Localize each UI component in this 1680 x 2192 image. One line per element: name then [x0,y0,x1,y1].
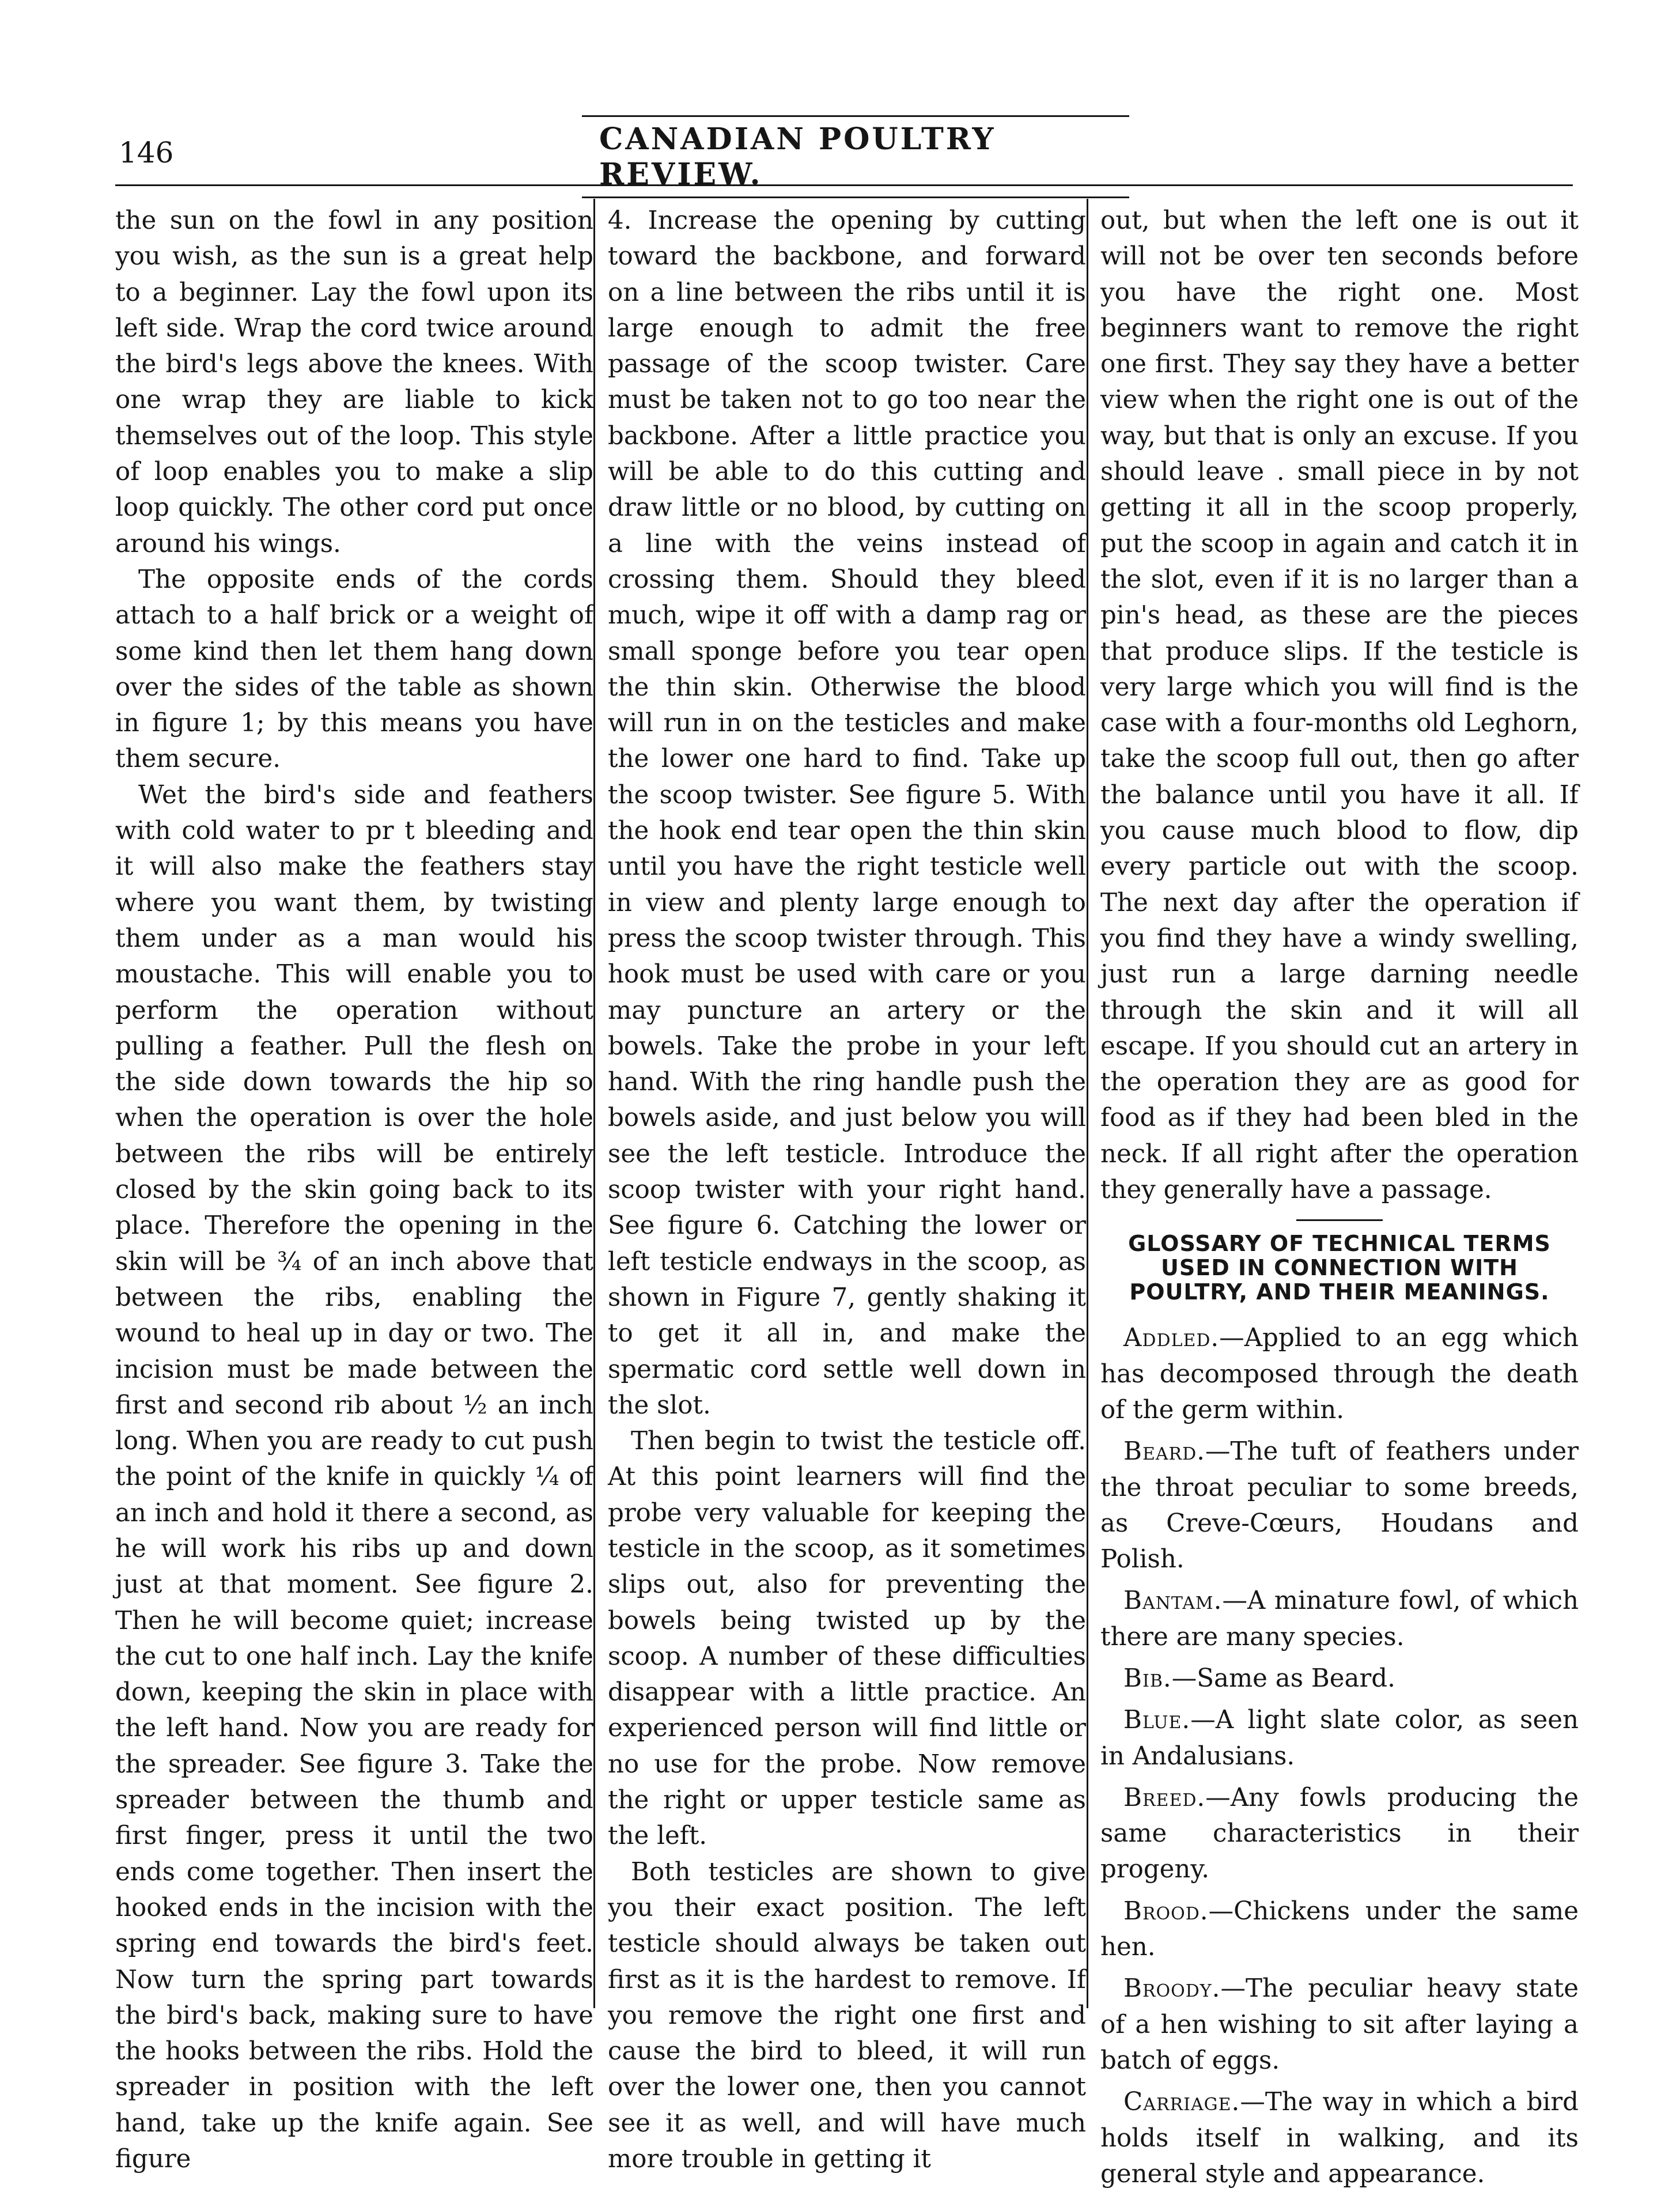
glossary-term: Bib. [1123,1664,1172,1693]
glossary-definition: —The peculiar heavy state of a hen wishing to sit after laying a batch of eggs. [1100,1974,1579,2075]
glossary-term: Broody. [1123,1974,1221,2004]
paragraph: the sun on the fowl in any position you wish, as the sun is a great help to a beginner. Lay the fowl upon its left side. Wrap the cord twice around the bird's legs above the knees. With one wrap they are liable to kick themselves out of the loop. This style of loop enables you to make a slip loop quickly. The other cord put once around his wings. [115,206,593,558]
glossary-entry [1100,2084,1579,2192]
masthead [582,122,1129,192]
glossary-entry [1100,1434,1579,1577]
page-number: 146 [119,136,174,169]
glossary-definition: —Chickens under the same hen. [1100,1896,1579,1962]
paragraph: 4. Increase the opening by cutting toward the backbone, and forward on a line between the ribs until it is large enough to admit the free passage of the scoop twister. Care must be taken not to go too near the backbone. After a little practice you will be able to do this cutting and draw little or no blood, by cutting on a line with the veins instead of crossing them. Should they bleed much, wipe it off with a damp rag or small sponge before you tear open the thin skin. Otherwise the blood will run in on the testicles and make the lower one hard to find. Take up the scoop twister. See figure 5. With the hook end tear open the thin skin until you have the right testicle well in view and plenty large enough to press the scoop twister through. This hook must be used with care or you may puncture an artery or the bowels. Take the probe in your left hand. With the ring handle push the bowels aside, and just below you will see the left testicle. Introduce the scoop twister with your right hand. See figure 6. Catching the lower or left testicle endways in the scoop, as shown in Figure 7, gently shaking it to get it all in, and make the spermatic cord settle well down in the slot. [608,206,1086,1420]
paragraph: Both testicles are shown to give you their exact position. The left testicle should always be taken out first as it is the hardest to remove. If you remove the right one first and cause the bird to bleed, it will run over the lower one, then you cannot see it as well, and will have much more trouble in getting it [608,1857,1086,2174]
glossary-entry [1100,1780,1579,1888]
glossary-entry [1100,1894,1579,1966]
glossary-entry [1100,1583,1579,1655]
glossary-entry [1100,1661,1579,1696]
column-2 [608,203,1086,2177]
glossary-term: Breed. [1123,1783,1206,1812]
column-divider-2 [1087,199,1088,2008]
glossary-definition: —The tuft of feathers under the throat peculiar to some breeds, as Creve-Cœurs, Houdans and Polish. [1100,1437,1579,1574]
glossary-entry [1100,1971,1579,2078]
masthead-title: CANADIAN POULTRY REVIEW. [582,115,1129,198]
glossary-term: Addled. [1123,1324,1220,1353]
glossary-entry [1100,1320,1579,1428]
paragraph: out, but when the left one is out it will not be over ten seconds before you have the right one. Most beginners want to remove the right one first. They say they have a better view when the right one is out of the way, but that is only an excuse. If you should leave . small piece in by not getting it all in the scoop properly, put the scoop in again and catch it in the slot, even if it is no larger than a pin's head, as these are the pieces that produce slips. If the testicle is very large which you will find is the case with a four-months old Leghorn, take the scoop full out, then go after the balance until you have it all. If you cause much blood to flow, dip every particle out with the scoop. The next day after the operation if you find they have a windy swelling, just run a large darning needle through the skin and it will all escape. If you should cut an artery in the operation they are as good for food as if they had been bled in the neck. If all right after the operation they generally have a passage. [1100,206,1579,1205]
glossary-definition: —Applied to an egg which has decomposed through the death of the germ within. [1100,1324,1579,1424]
header-rule [115,184,1573,186]
glossary-term: Blue. [1123,1706,1191,1735]
glossary-term: Brood. [1123,1896,1209,1926]
paragraph: Then begin to twist the testicle off. At this point learners will find the probe very valuable for keeping the testicle in the scoop, as it sometimes slips out, also for preventing the bowels being twisted up by the scoop. A number of these difficulties disappear with a little practice. An experienced person will find little or no use for the probe. Now remove the right or upper testicle same as the left. [608,1427,1086,1851]
glossary-definition: —Same as Beard. [1171,1664,1395,1693]
column-1 [115,203,593,2177]
glossary-term: Bantam. [1123,1586,1223,1616]
glossary-term: Carriage. [1123,2088,1240,2117]
column-divider-1 [593,199,595,2008]
paragraph: The opposite ends of the cords attach to a half brick or a weight of some kind then let them hang down over the sides of the table as shown in figure 1; by this means you have them secure. [115,565,593,774]
section-rule [1296,1219,1383,1221]
glossary-entry [1100,1702,1579,1774]
glossary-definition: —Any fowls producing the same characteristics in their progeny. [1100,1783,1579,1884]
glossary-heading: GLOSSARY OF TECHNICAL TERMS USED IN CONNECTION WITH POULTRY, AND THEIR MEANINGS. [1128,1231,1551,1305]
glossary-term: Beard. [1123,1437,1205,1467]
column-3 [1100,203,1579,2192]
glossary-definition: —A light slate color, as seen in Andalusians. [1100,1706,1579,1771]
paragraph: Wet the bird's side and feathers with cold water to pr t bleeding and it will also make the feathers stay where you want them, by twisting them under as a man would his moustache. This will enable you to perform the operation without pulling a feather. Pull the flesh on the side down towards the hip so when the operation is over the hole between the ribs will be entirely closed by the skin going back to its place. Therefore the opening in the skin will be ¾ of an inch above that between the ribs, enabling the wound to heal up in day or two. The incision must be made between the first and second rib about ½ an inch long. When you are ready to cut push the point of the knife in quickly ¼ of an inch and hold it there a second, as he will work his ribs up and down just at that moment. See figure 2. Then he will become quiet; increase the cut to one half inch. Lay the knife down, keeping the skin in place with the left hand. Now you are ready for the spreader. See figure 3. Take the spreader between the thumb and first finger, press it until the two ends come together. Then insert the hooked ends in the incision with the spring end towards the bird's feet. Now turn the spring part towards the bird's back, making sure to have the hooks between the ribs. Hold the spreader in position with the left hand, take up the knife again. See figure [115,780,593,2174]
glossary-definition: —The way in which a bird holds itself in walking, and its general style and appearance. [1100,2088,1579,2189]
glossary-definition: —A minature fowl, of which there are many species. [1100,1586,1579,1651]
